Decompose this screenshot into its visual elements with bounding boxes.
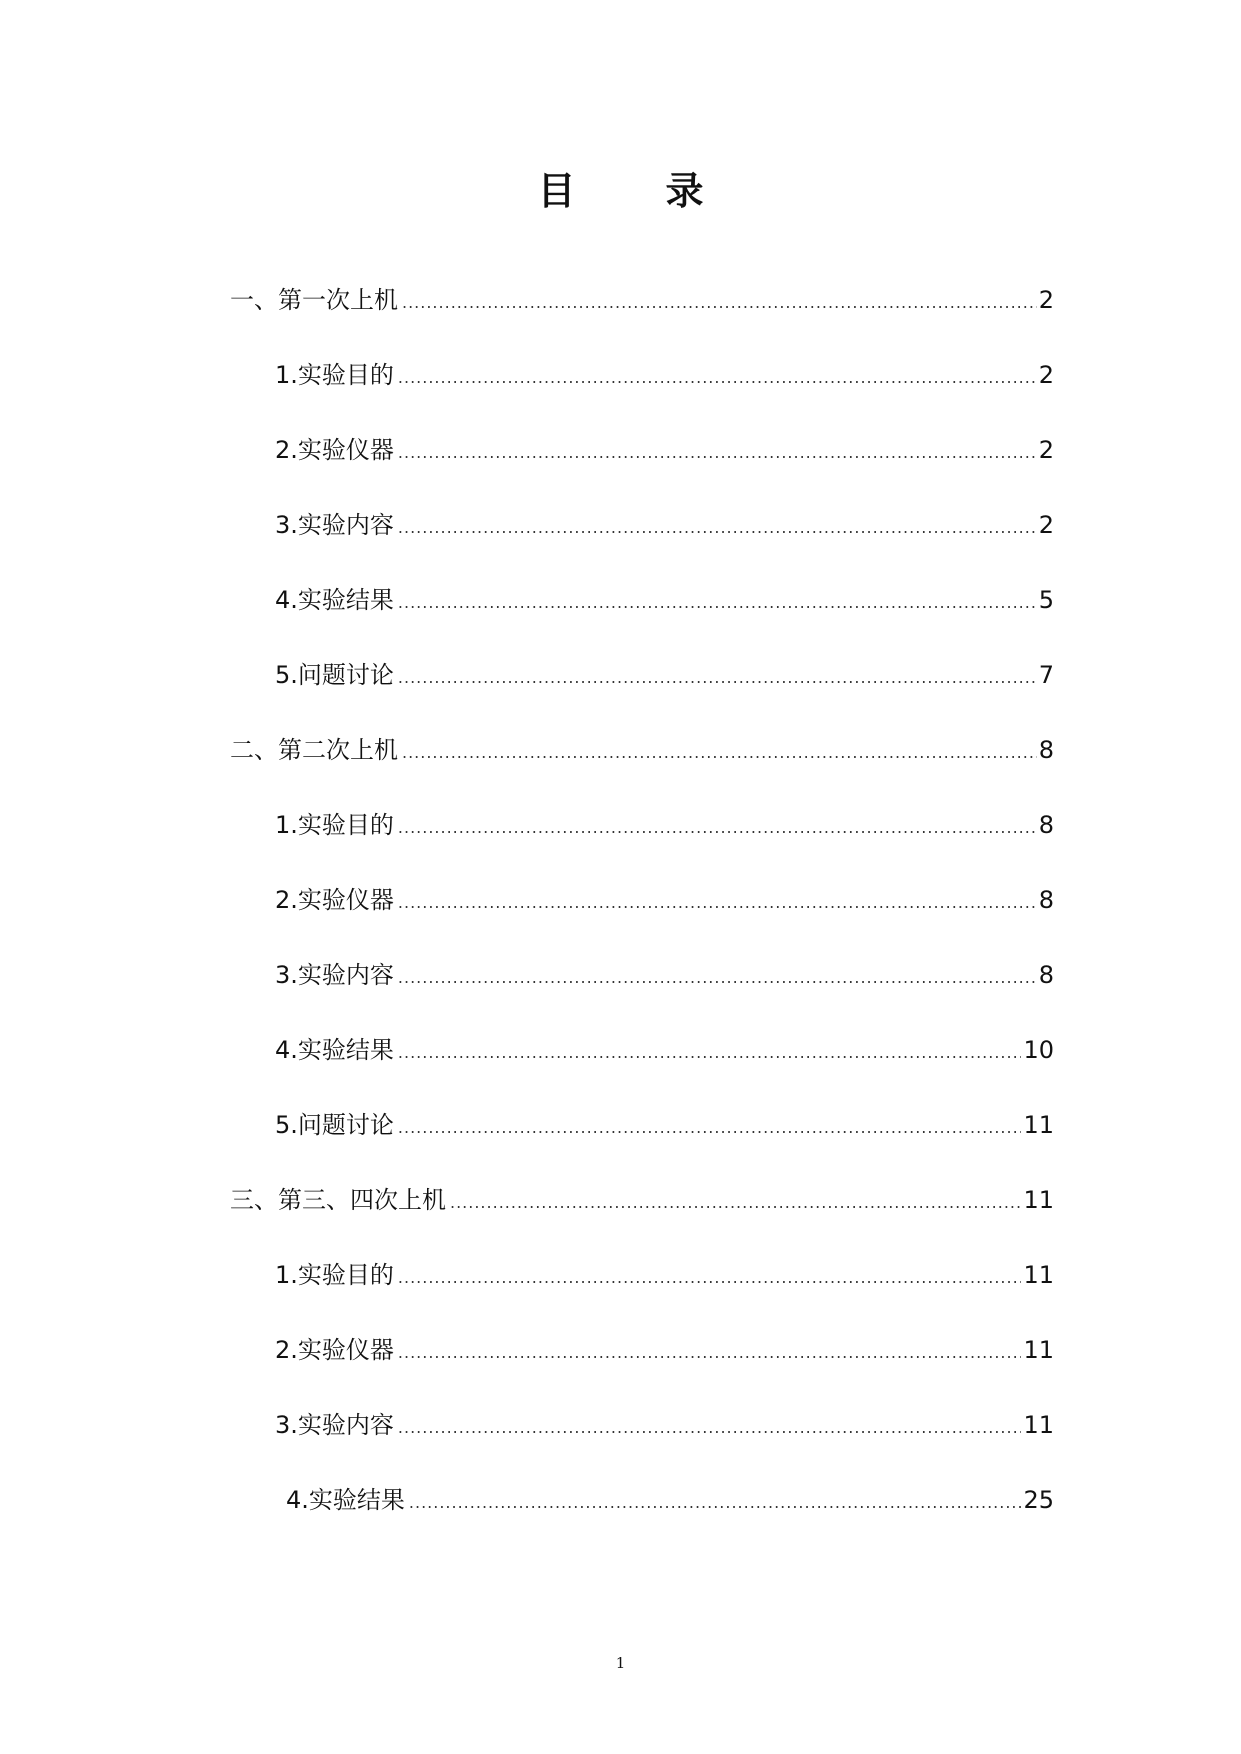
toc-leader-dots <box>450 1187 1021 1219</box>
toc-entry[interactable] <box>275 359 1054 391</box>
toc-title-char-1: 目 <box>537 168 576 213</box>
toc-leader-dots <box>398 512 1037 544</box>
toc-entry-label: 4.实验结果 <box>286 1486 405 1514</box>
toc-entry-page: 7 <box>1038 661 1054 689</box>
toc-entry-label: 2.实验仪器 <box>275 436 394 464</box>
toc-leader-dots <box>398 1262 1022 1294</box>
toc-entry-page: 8 <box>1038 736 1054 764</box>
toc-entry-page: 2 <box>1038 511 1054 539</box>
toc-leader-dots <box>398 812 1037 844</box>
toc-entry[interactable] <box>275 1409 1054 1441</box>
toc-entry-page: 11 <box>1023 1336 1054 1364</box>
toc-entry-label: 1.实验目的 <box>275 811 394 839</box>
toc-entry-page: 8 <box>1038 811 1054 839</box>
toc-entry-label: 5.问题讨论 <box>275 661 394 689</box>
toc-entry[interactable] <box>275 509 1054 541</box>
toc-entry[interactable] <box>275 584 1054 616</box>
toc-leader-dots <box>398 1412 1022 1444</box>
toc-entry-label: 5.问题讨论 <box>275 1111 394 1139</box>
toc-entry[interactable] <box>230 284 1054 316</box>
toc-entry-label: 2.实验仪器 <box>275 1336 394 1364</box>
toc-leader-dots <box>398 1037 1022 1069</box>
toc-leader-dots <box>398 437 1037 469</box>
toc-entry[interactable] <box>230 734 1054 766</box>
toc-leader-dots <box>409 1487 1022 1519</box>
toc-entry-page: 11 <box>1023 1411 1054 1439</box>
toc-entry[interactable] <box>275 809 1054 841</box>
toc-entry-label: 一、第一次上机 <box>230 286 398 314</box>
toc-entry-label: 4.实验结果 <box>275 1036 394 1064</box>
toc-leader-dots <box>398 887 1037 919</box>
toc-entry-page: 10 <box>1023 1036 1054 1064</box>
toc-entry[interactable] <box>275 1034 1054 1066</box>
toc-entry-label: 2.实验仪器 <box>275 886 394 914</box>
toc-entry-page: 2 <box>1038 361 1054 389</box>
toc-entry-label: 1.实验目的 <box>275 361 394 389</box>
toc-leader-dots <box>398 962 1037 994</box>
toc-entry-label: 1.实验目的 <box>275 1261 394 1289</box>
toc-entry-page: 2 <box>1038 436 1054 464</box>
toc-title <box>0 160 1241 215</box>
toc-entry-label: 3.实验内容 <box>275 511 394 539</box>
toc-leader-dots <box>398 662 1037 694</box>
toc-leader-dots <box>398 587 1037 619</box>
toc-leader-dots <box>398 1112 1022 1144</box>
toc-entry-page: 11 <box>1023 1111 1054 1139</box>
toc-entry-label: 三、第三、四次上机 <box>230 1186 446 1214</box>
toc-entry-page: 5 <box>1038 586 1054 614</box>
toc-leader-dots <box>398 1337 1022 1369</box>
toc-entry[interactable] <box>275 659 1054 691</box>
toc-entry-label: 二、第二次上机 <box>230 736 398 764</box>
toc-entry[interactable] <box>275 1109 1054 1141</box>
toc-entry[interactable] <box>275 1259 1054 1291</box>
toc-entry[interactable] <box>275 434 1054 466</box>
toc-entry[interactable] <box>275 1334 1054 1366</box>
toc-entry-label: 4.实验结果 <box>275 586 394 614</box>
toc-leader-dots <box>402 287 1037 319</box>
toc-title-char-2: 录 <box>665 168 704 213</box>
footer-page-number: 1 <box>615 1654 626 1672</box>
toc-entry-page: 11 <box>1023 1186 1054 1214</box>
toc-entry-label: 3.实验内容 <box>275 961 394 989</box>
toc-entry[interactable] <box>275 959 1054 991</box>
toc-leader-dots <box>398 362 1037 394</box>
toc-entry-page: 8 <box>1038 886 1054 914</box>
toc-entry[interactable] <box>230 1184 1054 1216</box>
toc-entry-page: 25 <box>1023 1486 1054 1514</box>
toc-entry[interactable] <box>275 884 1054 916</box>
toc-leader-dots <box>402 737 1037 769</box>
toc-entry-page: 2 <box>1038 286 1054 314</box>
toc-entry-page: 11 <box>1023 1261 1054 1289</box>
toc-entry[interactable] <box>286 1484 1054 1516</box>
toc-entry-page: 8 <box>1038 961 1054 989</box>
toc-entry-label: 3.实验内容 <box>275 1411 394 1439</box>
